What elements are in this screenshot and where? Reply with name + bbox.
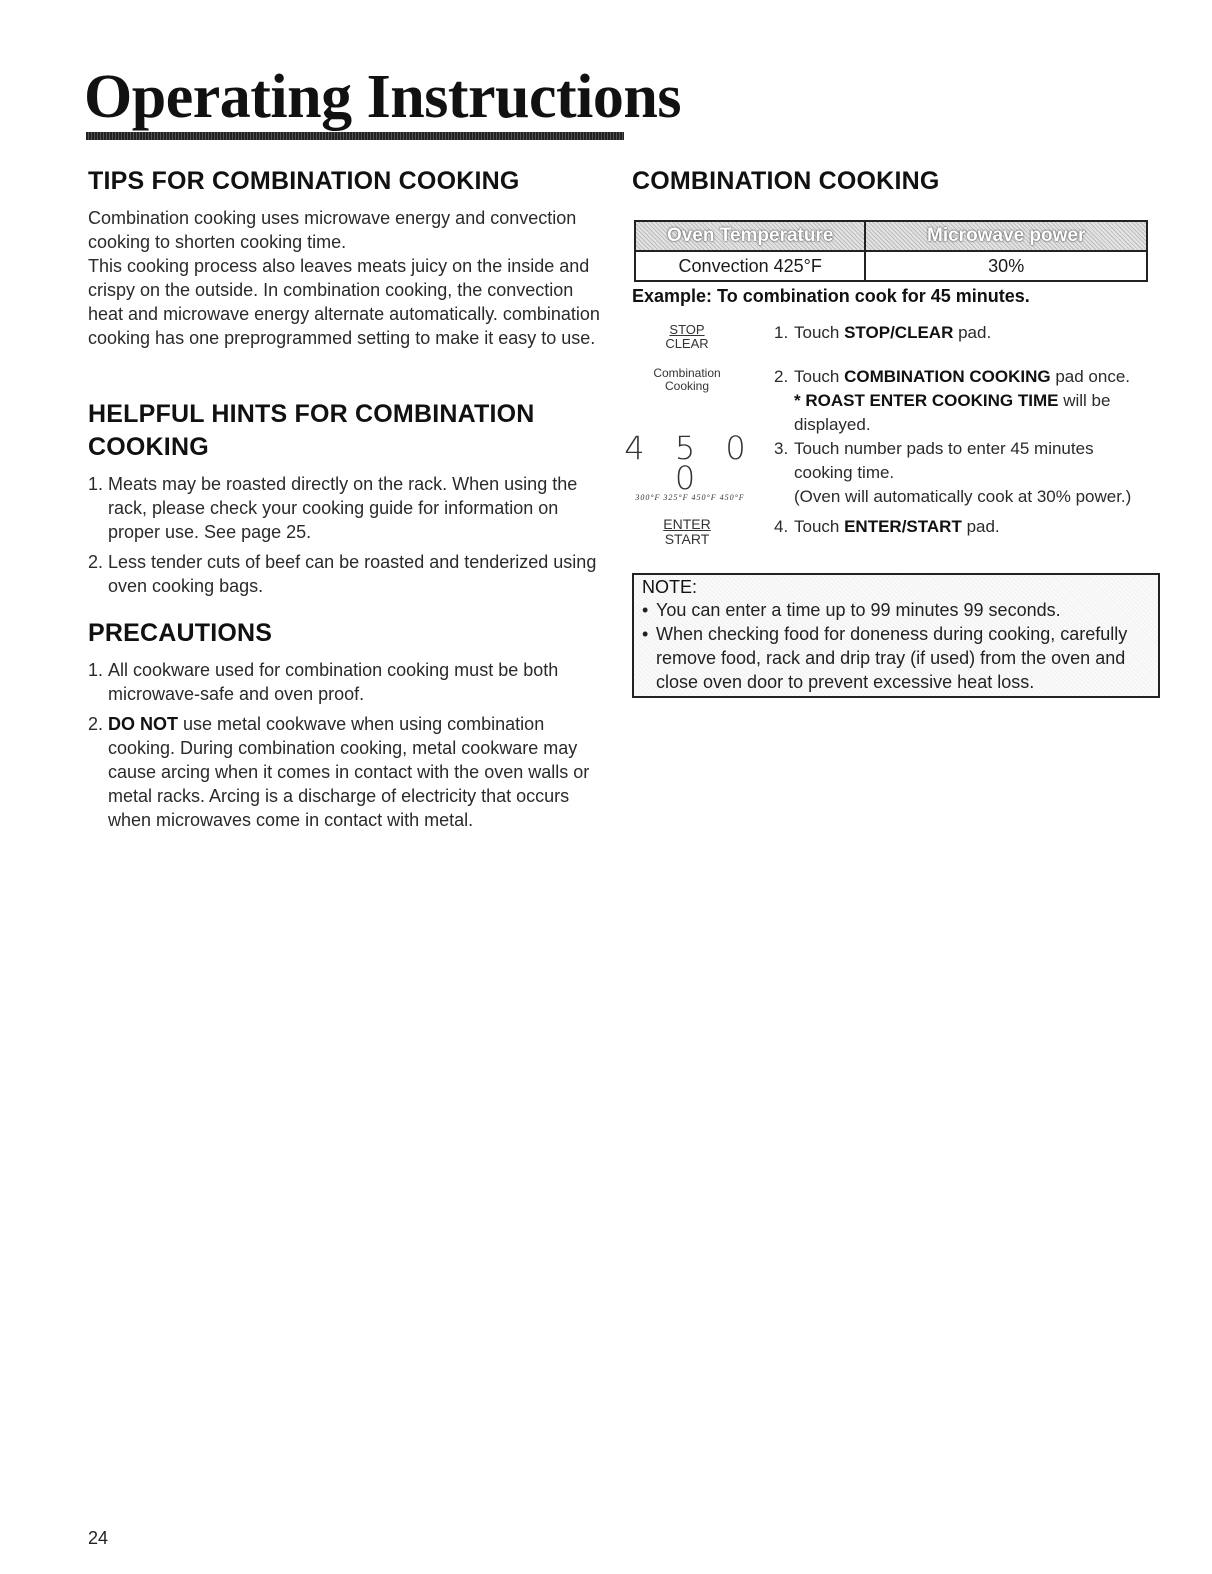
hints-heading: HELPFUL HINTS FOR COMBINATION COOKING — [88, 400, 535, 461]
hints-section — [88, 398, 608, 598]
page-number: 24 — [88, 1528, 109, 1548]
step-emphasis: ENTER/START — [844, 517, 962, 536]
table-header-cell: Oven Temperature — [635, 221, 865, 251]
pad-label: STOP — [669, 322, 705, 337]
pad-label: START — [664, 531, 710, 547]
settings-table — [634, 220, 1148, 282]
table-cell: Convection 425°F — [635, 251, 865, 281]
combination-cooking-pad-icon — [632, 367, 742, 393]
warning-emphasis: DO NOT — [108, 714, 178, 734]
step-text-part: Touch — [794, 323, 845, 342]
table-row — [635, 251, 1147, 281]
tips-section — [88, 166, 608, 350]
list-item — [88, 472, 608, 544]
page-title: Operating Instructions — [84, 63, 681, 131]
enter-start-pad-icon — [632, 517, 742, 547]
list-number: 2. — [88, 552, 104, 572]
table-cell: 30% — [865, 251, 1147, 281]
step-text — [774, 321, 1152, 345]
precautions-section — [88, 618, 608, 832]
note-item: • When checking food for doneness during cooking, carefully remove food, rack and drip tray (if used) from the oven and close oven door to prevent excessive heat loss. — [642, 622, 1152, 694]
step-text-part: pad. — [961, 517, 1000, 536]
table-header-row — [635, 221, 1147, 251]
list-number: 2. — [88, 714, 104, 734]
list-number: 1. — [88, 474, 104, 494]
tips-paragraph: This cooking process also leaves meats juicy on the inside and crispy on the outside. In combination cooking, the convection heat and microwave energy alternate automatically. combination cooking has one preprogrammed setting to make it easy to use. — [88, 256, 600, 348]
right-column — [624, 166, 1152, 698]
combination-heading: COMBINATION COOKING — [632, 167, 940, 195]
example-title: Example: To combination cook for 45 minutes. — [632, 286, 1030, 306]
hints-list — [88, 472, 608, 598]
pad-label: Cooking — [664, 379, 710, 393]
list-text: use metal cookwave when using combination cooking. During combination cooking, metal cookware may cause arcing when it comes in contact with the oven walls or metal racks. Arcing is a discharge of electricity that occurs when microwaves come in contact with metal. — [108, 714, 590, 830]
step-text-part: will be displayed. — [794, 391, 1111, 434]
pad-temps: 300°F 325°F 450°F 450°F — [635, 493, 745, 502]
tips-paragraph: Combination cooking uses microwave energy and convection cooking to shorten cooking time. — [88, 208, 577, 252]
list-item — [88, 658, 608, 706]
note-item: • You can enter a time up to 99 minutes 99 seconds. — [642, 598, 1152, 622]
step-text-part: Touch — [794, 517, 845, 536]
pad-label: CLEAR — [665, 336, 709, 351]
number-pads-icon — [620, 429, 760, 502]
stop-clear-pad-icon — [632, 323, 742, 351]
left-column — [88, 166, 608, 832]
table-header-cell: Microwave power — [865, 221, 1147, 251]
step-text — [774, 437, 1152, 509]
step-number: 1. — [774, 323, 789, 342]
list-item — [88, 712, 608, 832]
step-emphasis: * ROAST ENTER COOKING TIME — [794, 391, 1059, 410]
step-text-part: pad once. — [1050, 367, 1131, 386]
step-1 — [632, 321, 1152, 351]
note-list — [642, 598, 1152, 694]
step-text — [774, 365, 1152, 437]
note-label: NOTE: — [642, 577, 698, 597]
step-4 — [632, 515, 1152, 547]
step-3 — [624, 429, 1152, 509]
step-subtext — [794, 389, 1152, 437]
step-number: 4. — [774, 517, 789, 536]
tips-heading: TIPS FOR COMBINATION COOKING — [88, 167, 520, 195]
step-text-part: Touch number pads to enter 45 minutes cooking time. — [794, 439, 1094, 482]
pad-label: ENTER — [663, 516, 711, 532]
title-rule — [86, 132, 624, 140]
note-box — [632, 573, 1160, 698]
step-number: 3. — [774, 439, 789, 458]
list-item — [88, 550, 608, 598]
step-text-part: pad. — [953, 323, 992, 342]
pad-digits: 4 5 0 0 — [624, 429, 756, 497]
step-number: 2. — [774, 367, 789, 386]
pad-label: Combination — [653, 366, 721, 380]
list-number: 1. — [88, 660, 104, 680]
list-text: Less tender cuts of beef can be roasted and tenderized using oven cooking bags. — [108, 552, 597, 596]
list-text: All cookware used for combination cooking must be both microwave-safe and oven proof. — [108, 660, 559, 704]
precautions-list — [88, 658, 608, 832]
step-emphasis: STOP/CLEAR — [844, 323, 954, 342]
step-text — [774, 515, 1152, 539]
step-2 — [632, 365, 1152, 437]
step-emphasis: COMBINATION COOKING — [844, 367, 1051, 386]
step-subtext: (Oven will automatically cook at 30% power.) — [794, 487, 1132, 506]
precautions-heading: PRECAUTIONS — [88, 619, 273, 647]
step-text-part: Touch — [794, 367, 845, 386]
list-text: Meats may be roasted directly on the rack. When using the rack, please check your cooking guide for information on proper use. See page 25. — [108, 474, 578, 542]
